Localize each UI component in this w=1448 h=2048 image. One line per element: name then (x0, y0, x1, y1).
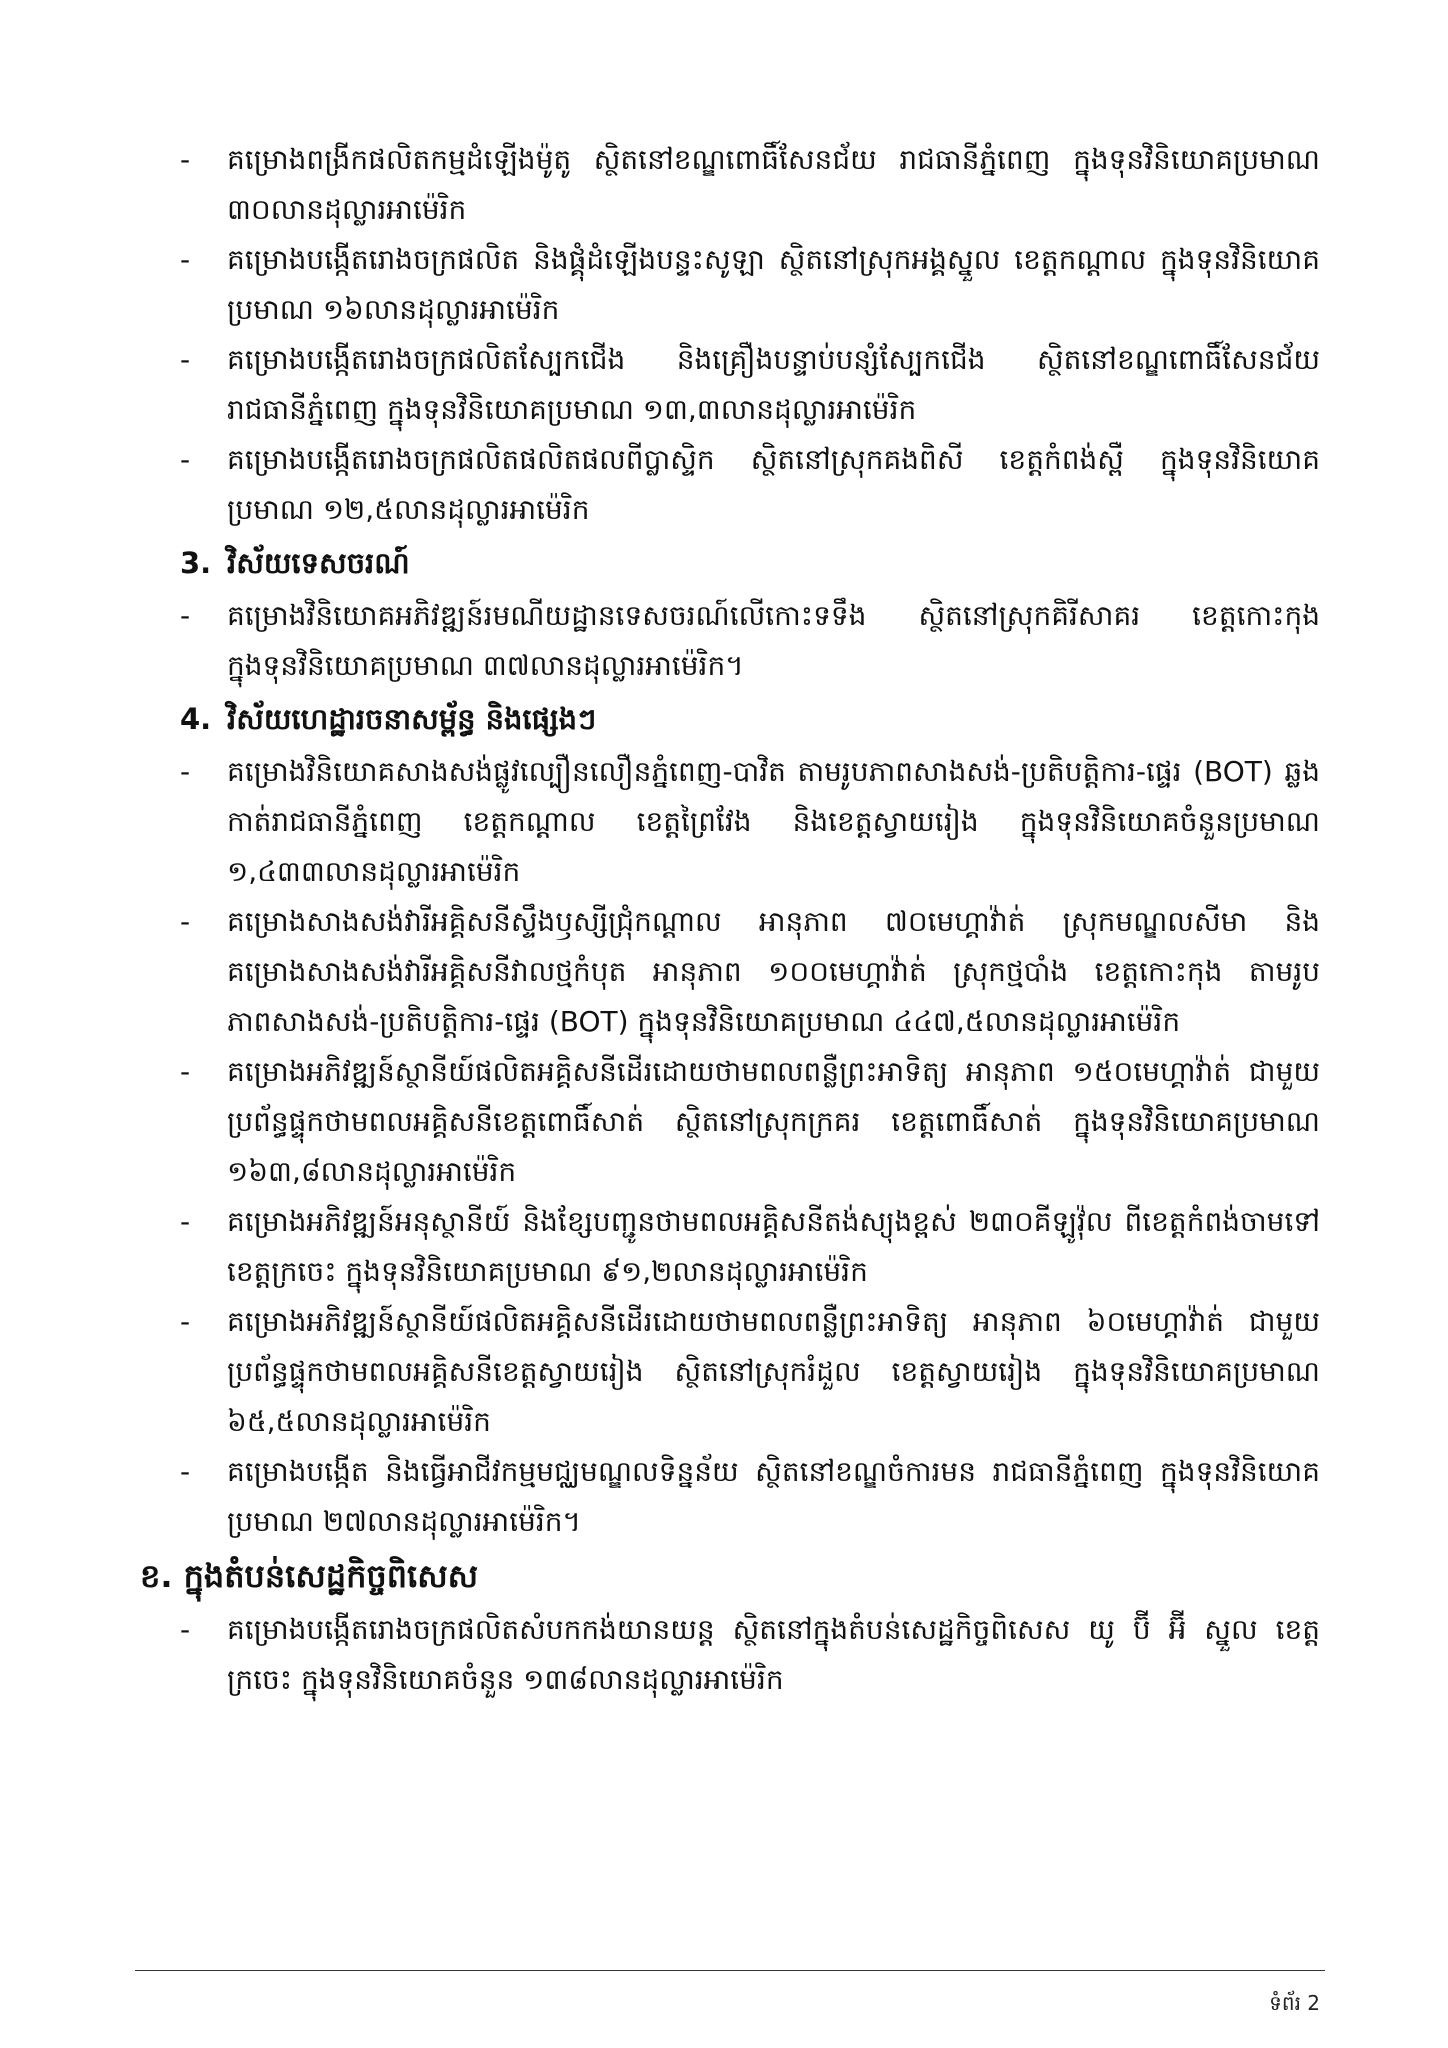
section-heading-tourism (180, 535, 1320, 591)
bullet-dash: - (180, 143, 191, 176)
bullet-item (180, 1197, 1320, 1297)
section-number: 3. (180, 546, 212, 580)
bullet-dash: - (180, 1205, 191, 1238)
bullet-text: គម្រោងអភិវឌ្ឍន៍ស្ថានីយ៍ផលិតអគ្គិសនីដើរដោយថាមពលពន្លឺព្រះអាទិត្យ អានុភាព ១៥០មេហ្គាវ៉ាត់ ជាមួយប្រព័ន្ធផ្ទុកថាមពលអគ្គិសនីខេត្តពោធិ៍សាត់ ស្ថិតនៅស្រុកក្រគរ ខេត្តពោធិ៍សាត់ ក្នុងទុនវិនិយោគប្រមាណ ១៦៣,៨លានដុល្លារអាម៉េរិក (227, 1055, 1320, 1188)
bullet-item (180, 135, 1320, 235)
section-title: វិស័យទេសចរណ៍ (227, 546, 410, 580)
section-title: វិស័យហេដ្ឋារចនាសម្ព័ន្ធ និងផ្សេងៗ (227, 702, 597, 736)
section-number: 4. (180, 702, 212, 736)
bullet-item (180, 897, 1320, 1047)
bullet-text: គម្រោងបង្កើតរោងចក្រផលិតផលិតផលពីប្លាស្ទិក ស្ថិតនៅស្រុកគងពិសី ខេត្តកំពង់ស្ពឺ ក្នុងទុនវិនិយោគប្រមាណ ១២,៥លានដុល្លារអាម៉េរិក (227, 443, 1320, 526)
page-number: ទំព័រ 2 (1269, 1991, 1320, 2015)
bullet-item (180, 1047, 1320, 1197)
bullet-item (180, 1447, 1320, 1547)
bullet-dash: - (180, 443, 191, 476)
bullet-text: គម្រោងវិនិយោគសាងសង់ផ្លូវល្បឿនលឿនភ្នំពេញ-បាវិត តាមរូបភាពសាងសង់-ប្រតិបត្តិការ-ផ្ទេរ (BOT) ឆ្លងកាត់រាជធានីភ្នំពេញ ខេត្តកណ្ដាល ខេត្តព្រៃវែង និងខេត្តស្វាយរៀង ក្នុងទុនវិនិយោគចំនួនប្រមាណ ១,៤៣៣លានដុល្លារអាម៉េរិក (227, 755, 1320, 888)
bullet-dash: - (180, 755, 191, 788)
bullet-text: គម្រោងវិនិយោគអភិវឌ្ឍន៍រមណីយដ្ឋានទេសចរណ៍លើកោះទទឹង ស្ថិតនៅស្រុកគិរីសាគរ ខេត្តកោះកុង ក្នុងទុនវិនិយោគប្រមាណ ៣៧លានដុល្លារអាម៉េរិក។ (227, 599, 1320, 682)
bullet-dash: - (180, 1055, 191, 1088)
bullet-dash: - (180, 1613, 191, 1646)
bullet-text: គម្រោងសាងសង់វារីអគ្គិសនីស្ទឹងឫស្សីជ្រុំកណ្ដាល អានុភាព ៧០មេហ្គាវ៉ាត់ ស្រុកមណ្ឌលសីមា និងគម្រោងសាងសង់វារីអគ្គិសនីវាលថ្មកំបុត អានុភាព ១០០មេហ្គាវ៉ាត់ ស្រុកថ្មបាំង ខេត្តកោះកុង តាមរូបភាពសាងសង់-ប្រតិបត្តិការ-ផ្ទេរ (BOT) ក្នុងទុនវិនិយោគប្រមាណ ៤៤៧,៥លានដុល្លារអាម៉េរិក (227, 905, 1320, 1038)
bullet-text: គម្រោងពង្រីកផលិតកម្មដំឡើងម៉ូតូ ស្ថិតនៅខណ្ឌពោធិ៍សែនជ័យ រាជធានីភ្នំពេញ ក្នុងទុនវិនិយោគប្រមាណ ៣០លានដុល្លារអាម៉េរិក (227, 143, 1320, 226)
section-heading-sez: ខ. ក្នុងតំបន់សេដ្ឋកិច្ចពិសេស (140, 1557, 479, 1595)
bullet-text: គម្រោងបង្កើតរោងចក្រផលិតស្បែកជើង និងគ្រឿងបន្ទាប់បន្សំស្បែកជើង ស្ថិតនៅខណ្ឌពោធិ៍សែនជ័យ រាជធានីភ្នំពេញ ក្នុងទុនវិនិយោគប្រមាណ ១៣,៣លានដុល្លារអាម៉េរិក (227, 343, 1320, 426)
bullet-item (180, 235, 1320, 335)
bullet-text: គម្រោងបង្កើតរោងចក្រផលិតសំបកកង់យានយន្ត ស្ថិតនៅក្នុងតំបន់សេដ្ឋកិច្ចពិសេស យូ ប៊ី អ៊ី ស្នួល ខេត្តក្រចេះ ក្នុងទុនវិនិយោគចំនួន ១៣៨លានដុល្លារអាម៉េរិក (227, 1613, 1320, 1696)
bullet-dash: - (180, 1455, 191, 1488)
footer-divider (135, 1970, 1325, 1971)
bullet-item (180, 591, 1320, 691)
bullet-text: គម្រោងបង្កើត និងធ្វើអាជីវកម្មមជ្ឈមណ្ឌលទិន្នន័យ ស្ថិតនៅខណ្ឌចំការមន រាជធានីភ្នំពេញ ក្នុងទុនវិនិយោគប្រមាណ ២៧លានដុល្លារអាម៉េរិក។ (227, 1455, 1320, 1538)
bullet-item (180, 1605, 1320, 1705)
bullet-dash: - (180, 599, 191, 632)
bullet-dash: - (180, 243, 191, 276)
bullet-item (180, 747, 1320, 897)
bullet-item (180, 335, 1320, 435)
bullet-text: គម្រោងអភិវឌ្ឍន៍អនុស្ថានីយ៍ និងខ្សែបញ្ជូនថាមពលអគ្គិសនីតង់ស្យុងខ្ពស់ ២៣០គីឡូវ៉ុល ពីខេត្តកំពង់ចាមទៅខេត្តក្រចេះ ក្នុងទុនវិនិយោគប្រមាណ ៩១,២លានដុល្លារអាម៉េរិក (227, 1205, 1320, 1288)
bullet-dash: - (180, 1305, 191, 1338)
bullet-dash: - (180, 905, 191, 938)
bullet-item (180, 435, 1320, 535)
section-heading-infrastructure (180, 691, 1320, 747)
bullet-text: គម្រោងអភិវឌ្ឍន៍ស្ថានីយ៍ផលិតអគ្គិសនីដើរដោយថាមពលពន្លឺព្រះអាទិត្យ អានុភាព ៦០មេហ្គាវ៉ាត់ ជាមួយប្រព័ន្ធផ្ទុកថាមពលអគ្គិសនីខេត្តស្វាយរៀង ស្ថិតនៅស្រុករំដួល ខេត្តស្វាយរៀង ក្នុងទុនវិនិយោគប្រមាណ ៦៥,៥លានដុល្លារអាម៉េរិក (227, 1305, 1320, 1438)
bullet-dash: - (180, 343, 191, 376)
page-content (140, 135, 1320, 1705)
bullet-text: គម្រោងបង្កើតរោងចក្រផលិត និងផ្គុំដំឡើងបន្ទះសូឡា ស្ថិតនៅស្រុកអង្គស្នួល ខេត្តកណ្ដាល ក្នុងទុនវិនិយោគប្រមាណ ១៦លានដុល្លារអាម៉េរិក (227, 243, 1320, 326)
bullet-item (180, 1297, 1320, 1447)
